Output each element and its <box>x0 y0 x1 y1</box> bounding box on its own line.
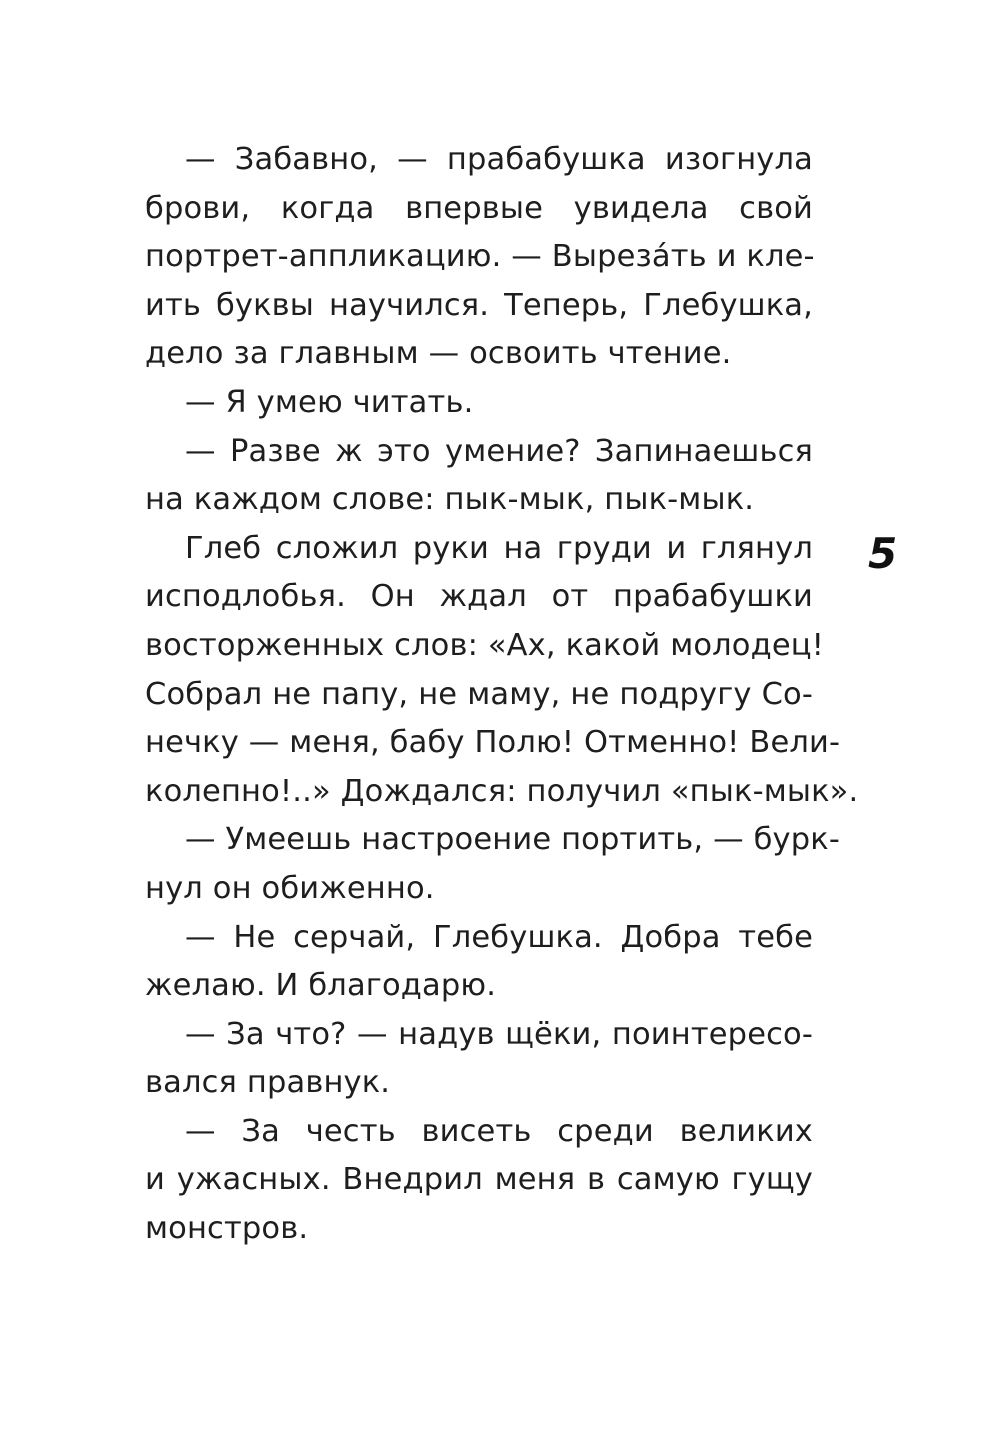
text-line: — Я умею читать. <box>185 384 474 420</box>
text-line: нул он обиженно. <box>145 870 435 906</box>
text-line: на каждом слове: пык-мык, пык-мык. <box>145 482 755 518</box>
text-column <box>145 136 859 1254</box>
text-line: восторженных слов: «Ах, какой молодец! <box>145 627 825 663</box>
text-line: — Забавно, — прабабушка изогнула <box>185 142 813 177</box>
text-line: колепно!..» Дождался: получил «пык-мык». <box>145 773 859 809</box>
page-number: 5 <box>868 529 898 578</box>
text-line: вался правнук. <box>145 1065 391 1101</box>
text-line: Глеб сложил руки на груди и глянул <box>185 530 813 566</box>
text-line: — За что? — надув щёки, поинтересо- <box>185 1016 813 1052</box>
text-line: и ужасных. Внедрил меня в самую гущу <box>145 1162 813 1198</box>
text-line: Собрал не папу, не маму, не подругу Со- <box>145 676 813 712</box>
text-line: нечку — меня, бабу Полю! Отменно! Вели- <box>145 725 841 761</box>
text-line: — Разве ж это умение? Запинаешься <box>185 433 813 469</box>
text-line: — За честь висеть среди великих <box>185 1113 813 1149</box>
text-line: дело за главным — освоить чтение. <box>145 336 732 372</box>
text-line: монстров. <box>145 1211 309 1247</box>
text-line: ить буквы научился. Теперь, Глебушка, <box>145 287 813 323</box>
text-line: исподлобья. Он ждал от прабабушки <box>145 579 813 615</box>
text-line: портрет-аппликацию. — Выреза́ть и кле- <box>145 239 815 275</box>
text-line: желаю. И благодарю. <box>145 968 497 1004</box>
text-line: брови, когда впервые увидела свой <box>145 190 813 226</box>
text-line: — Не серчай, Глебушка. Добра тебе <box>185 919 813 955</box>
text-line: — Умеешь настроение портить, — бурк- <box>185 822 840 858</box>
